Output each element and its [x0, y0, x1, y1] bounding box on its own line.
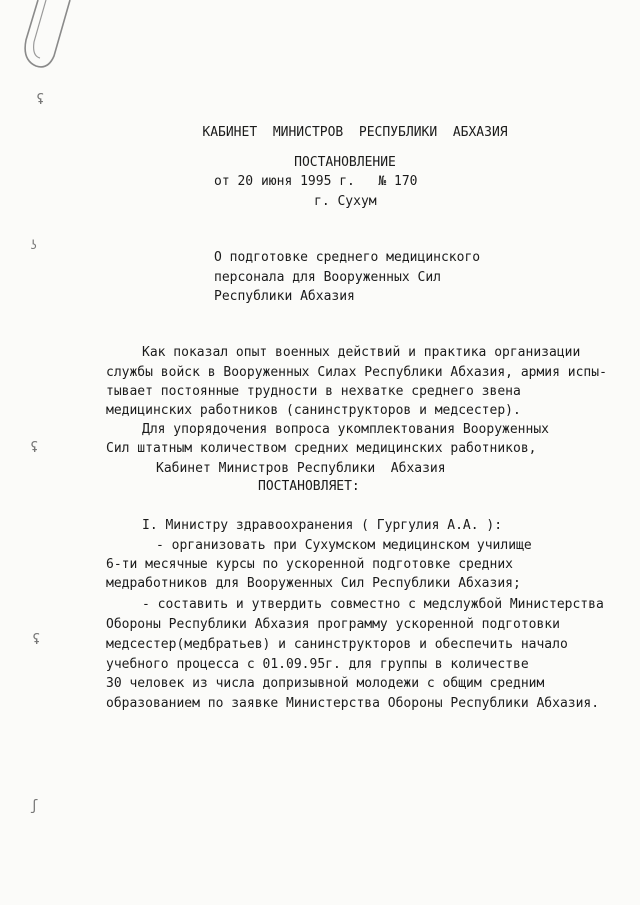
subject-line-3: Республики Абхазия: [214, 289, 355, 304]
paper-clip-mark: [18, 0, 88, 75]
item-1b-line-1: - составить и утвердить совместно с медслужбой Министерства: [142, 597, 604, 612]
item-1b-line-5: 30 человек из числа допризывной молодежи с общим средним: [106, 676, 545, 691]
subject-line-1: О подготовке среднего медицинского: [214, 250, 481, 265]
city: г. Сухум: [314, 194, 377, 209]
item-1a-line-3: медработников для Вооруженных Сил Республики Абхазия;: [106, 576, 521, 591]
item-1a-line-2: 6-ти месячные курсы по ускоренной подготовке средних: [106, 557, 513, 572]
date-number: от 20 июня 1995 г. № 170: [214, 174, 418, 189]
punch-mark-5: ʃ: [30, 798, 39, 814]
punch-mark-1: ʢ: [36, 92, 45, 108]
resolves-heading: ПОСТАНОВЛЯЕТ:: [258, 479, 360, 494]
body-p1-line-3: тывает постоянные трудности в нехватке среднего звена: [106, 384, 521, 399]
cabinet-heading: КАБИНЕТ МИНИСТРОВ РЕСПУБЛИКИ АБХАЗИЯ: [202, 125, 508, 140]
item-1b-line-3: медсестер(медбратьев) и санинструкторов и обеспечить начало: [106, 637, 568, 652]
body-p3: Кабинет Министров Республики Абхазия: [156, 461, 446, 476]
punch-mark-3: ʢ: [30, 440, 39, 456]
item-1b-line-4: учебного процесса с 01.09.95г. для группы в количестве: [106, 657, 529, 672]
body-p2-line-1: Для упорядочения вопроса укомплектования Вооруженных: [142, 422, 549, 437]
body-p2-line-2: Сил штатным количеством средних медицинских работников,: [106, 441, 537, 456]
item-1-title: I. Министру здравоохранения ( Гургулия А.А. ):: [142, 518, 503, 533]
item-1a-line-1: - организовать при Сухумском медицинском училище: [156, 538, 532, 553]
punch-mark-4: ʢ: [32, 632, 41, 648]
body-p1-line-2: службы войск в Вооруженных Силах Республики Абхазия, армия испы-: [106, 365, 607, 380]
item-1b-line-6: образованием по заявке Министерства Обороны Республики Абхазия.: [106, 696, 600, 711]
body-p1-line-4: медицинских работников (санинструкторов и медсестер).: [106, 403, 521, 418]
body-p1-line-1: Как показал опыт военных действий и практика организации: [142, 345, 581, 360]
subject-line-2: персонала для Вооруженных Сил: [214, 270, 441, 285]
item-1b-line-2: Обороны Республики Абхазия программу ускоренной подготовки: [106, 617, 560, 632]
punch-mark-2: ʖ: [30, 238, 38, 252]
document-type: ПОСТАНОВЛЕНИЕ: [294, 155, 396, 170]
